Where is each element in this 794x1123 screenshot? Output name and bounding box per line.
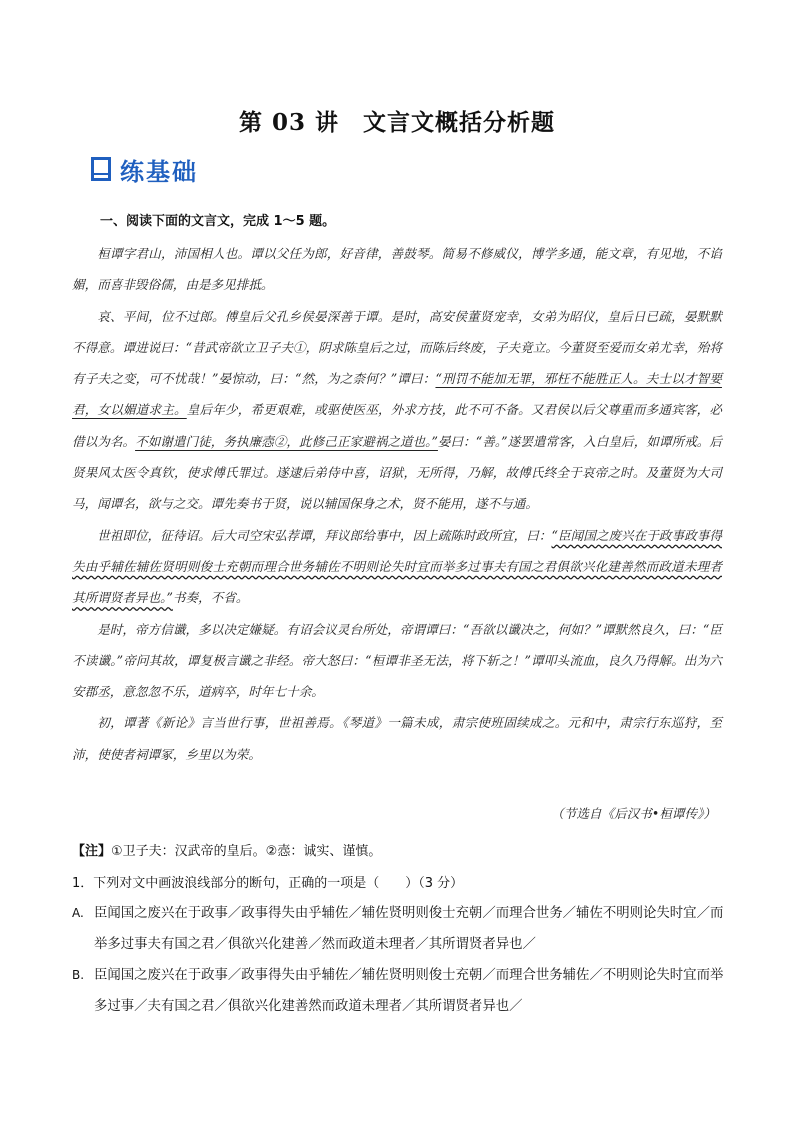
book-icon — [90, 156, 112, 182]
option-letter: A. — [72, 906, 84, 920]
passage-paragraph-1: 桓谭字君山，沛国相人也。谭以父任为郎，好音律，善鼓琴。简易不修威仪，博学多通，能文章，有见地，不谄媚，而喜非毁俗儒，由是多见排抵。 — [72, 246, 722, 293]
classical-passage — [72, 238, 722, 770]
passage-text: 世祖即位，征待诏。后大司空宋弘荐谭，拜议郎给事中，因上疏陈时政所宜，曰： — [97, 527, 552, 543]
banner-label: 练基础 — [120, 157, 198, 186]
source-citation: （节选自《后汉书•桓谭传》） — [551, 806, 716, 821]
note-label: 【注】 — [72, 844, 112, 859]
note-text: ①卫子夫：汉武帝的皇后。②悫：诚实、谨慎。 — [111, 844, 382, 859]
section-heading: 一、阅读下面的文言文，完成 1～5 题。 — [100, 214, 336, 229]
passage-paragraph-5: 初，谭著《新论》言当世行事，世祖善焉。《琴道》一篇未成，肃宗使班固续成之。元和中，肃宗行东巡狩，至沛，使使者祠谭冢，乡里以为荣。 — [72, 715, 722, 762]
passage-paragraph-3 — [72, 520, 722, 614]
section-banner — [90, 152, 198, 186]
underlined-sentence-2: 不如谢遣门徒，务执廉悫②，此修己正家避祸之道也。” — [135, 433, 438, 449]
underlined-sentence-1: “刑罚不能加无罪，邪枉不能胜正人。夫士以才智要君，女以媚道求主。 — [72, 371, 722, 418]
passage-paragraph-4: 是时，帝方信谶，多以决定嫌疑。有诏会议灵台所处，帝谓谭曰：“吾欲以谶决之，何如？”谭默然良久，曰：“臣不读谶。”帝问其故，谭复极言谶之非经。帝大怒曰：“桓谭非圣无法，将下斩之！”谭叩头流血，良久乃得解。出为六安郡丞，意忽忽不乐，道病卒，时年七十余。 — [72, 621, 722, 700]
option-b — [72, 960, 732, 1022]
question-1-stem: 1．下列对文中画波浪线部分的断句，正确的一项是（ ）（3 分） — [72, 876, 464, 891]
passage-paragraph-2 — [72, 301, 722, 520]
answer-options — [72, 898, 732, 1022]
footnote — [72, 840, 381, 859]
page-title — [0, 104, 794, 137]
lecture-number: 第 03 讲 — [238, 109, 340, 136]
option-a — [72, 898, 732, 960]
passage-text: 哀、平间，位不过郎。傅皇后父孔乡侯晏深善于谭。是时，高安侯董贤宠幸，女弟为昭仪，皇后日已疏，晏默默不得意。谭进说曰：“昔武帝欲立卫子夫①，阴求陈皇后之过，而陈后终废，子夫竟立。今董贤至爱而女弟尤幸，殆将有子夫之变，可不忧哉！”晏惊动，曰：“然，为之柰何？”谭曰： — [72, 308, 722, 387]
option-text: 臣闻国之废兴在于政事／政事得失由乎辅佐／辅佐贤明则俊士充朝／而理合世务辅佐／不明则论失时宜而举多过事／夫有国之君／俱欲兴化建善然而政道未理者／其所谓贤者异也／ — [94, 968, 724, 1014]
passage-text: 晏曰：“善。”遂罢遣常客，入白皇后，如谭所戒。后贤果风太医令真钦，使求傅氏罪过。遂逮后弟侍中喜，诏狱，无所得，乃解，故傅氏终全于哀帝之时。及董贤为大司马，闻谭名，欲与之交。谭先奏书于贤，说以辅国保身之术，贤不能用，遂不与通。 — [72, 433, 723, 512]
passage-text: 皇后年少，希更艰难，或驱使医巫，外求方技，此不可不备。又君侯以后父尊重而多通宾客，必借以为名。 — [72, 402, 723, 449]
option-text: 臣闻国之废兴在于政事／政事得失由乎辅佐／辅佐贤明则俊士充朝／而理合世务／辅佐不明则论失时宜／而举多过事夫有国之君／俱欲兴化建善／然而政道未理者／其所谓贤者异也／ — [94, 906, 724, 952]
wavy-underlined-section: “臣闻国之废兴在于政事政事得失由乎辅佐辅佐贤明则俊士充朝而理合世务辅佐不明则论失时宜而举多过事夫有国之君俱欲兴化建善然而政道未理者其所谓贤者异也。” — [72, 527, 722, 606]
option-letter: B. — [72, 968, 85, 982]
passage-text: 书奏，不省。 — [172, 590, 249, 606]
lecture-topic: 文言文概括分析题 — [363, 109, 556, 136]
